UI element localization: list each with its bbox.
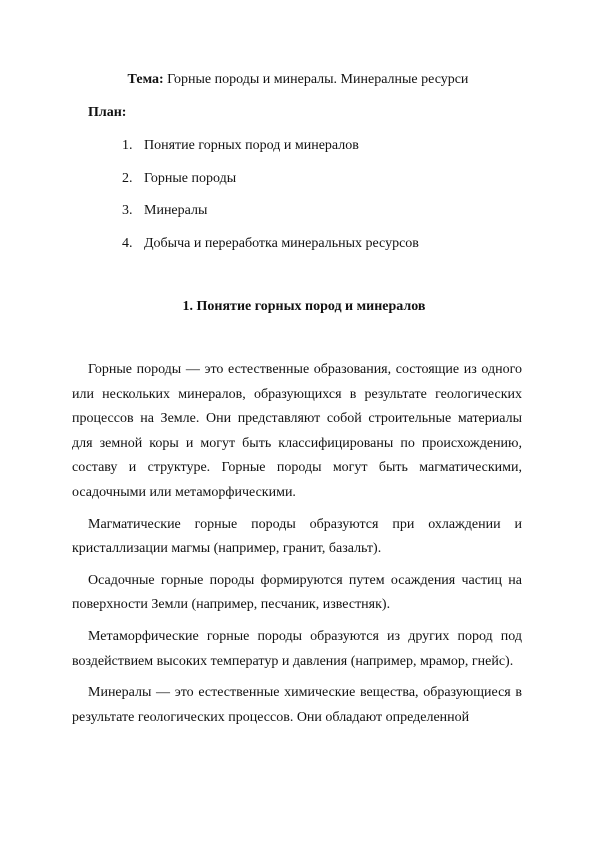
section-title: 1. Понятие горных пород и минералов: [182, 299, 426, 314]
body-paragraph: Минералы — это естественные химические вещества, образующиеся в результате геологических процессов. Они обладают определенной: [72, 685, 522, 725]
plan-item-number: 3.: [122, 203, 133, 218]
topic-label: Тема:: [127, 72, 164, 87]
body-paragraph: Горные породы — это естественные образования, состоящие из одного или нескольких минералов, образующихся в результате геологических процессов на Земле. Они представляют собой строительные материалы для земной коры и могут быть классифицированы по происхождению, составу и структуре. Горные породы могут быть магматическими, осадочными или метаморфическими.: [72, 362, 522, 500]
plan-item: [122, 170, 419, 203]
body-paragraph: Метаморфические горные породы образуются из других пород под воздействием высоких температур и давления (например, мрамор, гнейс).: [72, 628, 522, 669]
plan-item-number: 4.: [122, 235, 133, 251]
plan-item-number: 2.: [122, 170, 133, 186]
plan-item-number: 1.: [122, 138, 133, 153]
plan-list: [122, 137, 419, 267]
body-paragraph: Магматические горные породы образуются при охлаждении и кристаллизации магмы (например, гранит, базальт).: [72, 516, 522, 557]
plan-item: [122, 235, 419, 268]
plan-item-text: Добыча и переработка минеральных ресурсов: [144, 235, 419, 251]
plan-item-text: Горные породы: [144, 170, 237, 186]
plan-item: [122, 202, 419, 235]
plan-heading: План:: [88, 105, 127, 120]
plan-item-text: Понятие горных пород и минералов: [144, 138, 359, 153]
section-body: [72, 358, 522, 737]
plan-item: [122, 137, 419, 170]
body-paragraph: Осадочные горные породы формируются путем осаждения частиц на поверхности Земли (например, песчаник, известняк).: [72, 572, 522, 613]
document-topic: [0, 71, 596, 89]
plan-item-text: Минералы: [144, 203, 208, 218]
topic-text: Горные породы и минералы. Минералные ресурси: [163, 72, 469, 87]
